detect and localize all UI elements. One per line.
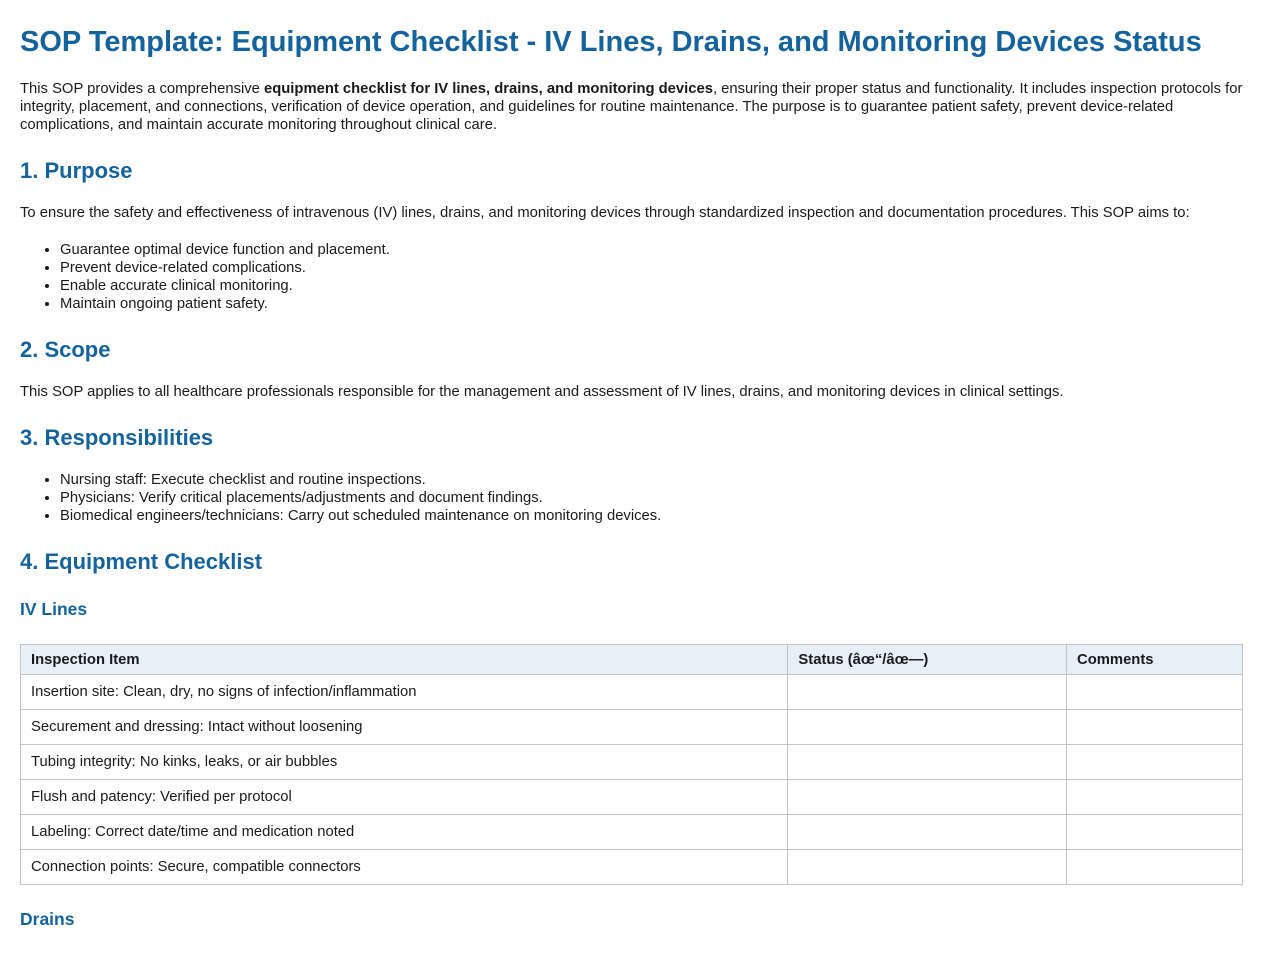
- sop-document: [20, 24, 1243, 930]
- table-header-inspection-item: Inspection Item: [21, 645, 788, 675]
- section-heading-equipment-checklist: 4. Equipment Checklist: [20, 549, 263, 574]
- comments-cell: [1067, 675, 1243, 710]
- status-cell: [788, 850, 1067, 885]
- iv-lines-table-header: [21, 645, 1243, 675]
- inspection-item-cell: Flush and patency: Verified per protocol: [21, 780, 788, 815]
- status-cell: [788, 710, 1067, 745]
- scope-paragraph: This SOP applies to all healthcare professionals responsible for the management and assessment of IV lines, drains, and monitoring devices in clinical settings.: [20, 384, 1064, 400]
- comments-cell: [1067, 850, 1243, 885]
- purpose-paragraph: To ensure the safety and effectiveness of intravenous (IV) lines, drains, and monitoring devices through standardized inspection and documentation procedures. This SOP aims to:: [20, 205, 1190, 221]
- inspection-item-cell: Connection points: Secure, compatible connectors: [21, 850, 788, 885]
- intro-paragraph: [20, 80, 1243, 134]
- table-row: [21, 710, 1243, 745]
- iv-lines-table: [20, 644, 1243, 885]
- list-item: • Prevent device-related complications.: [60, 259, 1243, 277]
- subsection-heading-drains: Drains: [20, 909, 75, 929]
- responsibilities-bullet-list: [20, 471, 1243, 525]
- table-row: [21, 780, 1243, 815]
- section-responsibilities: [20, 425, 1243, 525]
- list-item: • Biomedical engineers/technicians: Carry out scheduled maintenance on monitoring devices.: [60, 507, 1243, 525]
- comments-cell: [1067, 710, 1243, 745]
- table-header-status: Status (âœ“/âœ—): [788, 645, 1067, 675]
- list-item: • Guarantee optimal device function and placement.: [60, 241, 1243, 259]
- intro-text-after: , ensuring their proper status and functionality. It includes inspection protocols for integrity, placement, and connections, verification of device operation, and guidelines for routine maintenance. The purpose is to guarantee patient safety, prevent device-related complications, and maintain accurate monitoring throughout clinical care.: [20, 81, 1243, 133]
- inspection-item-cell: Labeling: Correct date/time and medication noted: [21, 815, 788, 850]
- list-item: • Enable accurate clinical monitoring.: [60, 277, 1243, 295]
- inspection-item-cell: Tubing integrity: No kinks, leaks, or air bubbles: [21, 745, 788, 780]
- table-header-comments: Comments: [1067, 645, 1243, 675]
- section-heading-scope: 2. Scope: [20, 337, 111, 362]
- comments-cell: [1067, 745, 1243, 780]
- status-cell: [788, 815, 1067, 850]
- page-title: SOP Template: Equipment Checklist - IV Lines, Drains, and Monitoring Devices Status: [20, 26, 1202, 58]
- section-heading-responsibilities: 3. Responsibilities: [20, 425, 214, 450]
- intro-bold-text: equipment checklist for IV lines, drains, and monitoring devices: [264, 81, 713, 97]
- table-row: [21, 675, 1243, 710]
- section-equipment-checklist: [20, 549, 1243, 930]
- list-item: • Maintain ongoing patient safety.: [60, 295, 1243, 313]
- table-header-row: [21, 645, 1243, 675]
- section-heading-purpose: 1. Purpose: [20, 158, 133, 183]
- status-cell: [788, 780, 1067, 815]
- table-row: [21, 850, 1243, 885]
- section-scope: [20, 337, 1243, 401]
- subsection-heading-iv-lines: IV Lines: [20, 599, 88, 619]
- table-row: [21, 745, 1243, 780]
- section-purpose: [20, 158, 1243, 313]
- iv-lines-table-body: [21, 675, 1243, 885]
- comments-cell: [1067, 780, 1243, 815]
- status-cell: [788, 745, 1067, 780]
- list-item: • Physicians: Verify critical placements/adjustments and document findings.: [60, 489, 1243, 507]
- purpose-bullet-list: [20, 241, 1243, 313]
- inspection-item-cell: Securement and dressing: Intact without loosening: [21, 710, 788, 745]
- list-item: • Nursing staff: Execute checklist and routine inspections.: [60, 471, 1243, 489]
- comments-cell: [1067, 815, 1243, 850]
- intro-text-before: This SOP provides a comprehensive: [20, 81, 264, 97]
- status-cell: [788, 675, 1067, 710]
- inspection-item-cell: Insertion site: Clean, dry, no signs of infection/inflammation: [21, 675, 788, 710]
- table-row: [21, 815, 1243, 850]
